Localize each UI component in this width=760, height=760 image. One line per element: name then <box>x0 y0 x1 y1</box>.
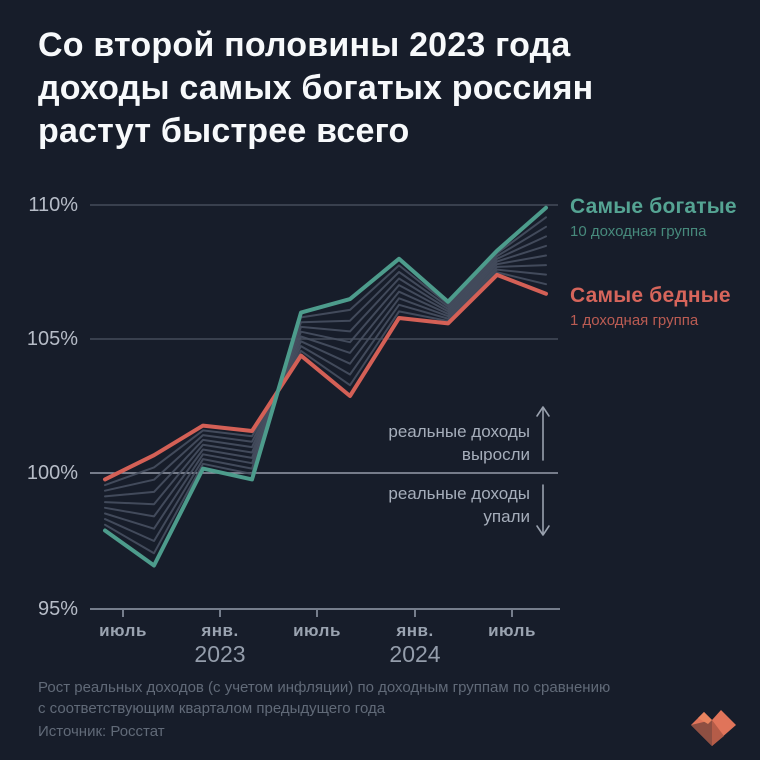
x-year-2023: 2023 <box>194 641 246 667</box>
x-tick-jul22: июль <box>99 621 147 640</box>
footnote-line2: с соответствующим кварталом предыдущего года <box>38 700 386 717</box>
x-year-2024: 2024 <box>389 641 441 667</box>
chart-footnote <box>38 677 658 719</box>
legend-richest-sublabel: 10 доходная группа <box>570 223 707 240</box>
annotation-down-line2: упали <box>483 507 530 526</box>
x-tick-jul23: июль <box>293 621 341 640</box>
footnote-line1: Рост реальных доходов (с учетом инфляции) по доходным группам по сравнению <box>38 679 611 696</box>
title-line-1: Со второй половины 2023 года <box>38 26 571 64</box>
y-tick-95: 95% <box>37 598 78 620</box>
publisher-heart-logo-icon <box>688 706 738 748</box>
arrow-up-icon <box>537 407 549 460</box>
title-line-3: растут быстрее всего <box>38 112 410 150</box>
x-tick-jan24: янв. <box>396 621 434 640</box>
legend-richest-label: Самые богатые <box>570 195 737 218</box>
y-tick-105: 105% <box>26 328 78 350</box>
annotation-incomes-fell <box>280 482 530 528</box>
legend-poorest <box>570 284 731 329</box>
legend-poorest-label: Самые бедные <box>570 284 731 307</box>
arrow-down-icon <box>537 485 549 535</box>
x-axis-ticks <box>123 609 512 617</box>
title-line-2: доходы самых богатых россиян <box>38 69 594 107</box>
y-tick-100: 100% <box>26 462 78 484</box>
x-tick-jan23: янв. <box>201 621 239 640</box>
x-tick-jul24: июль <box>488 621 536 640</box>
y-tick-110: 110% <box>28 194 78 216</box>
annotation-up-line2: выросли <box>461 445 530 464</box>
annotation-up-line1: реальные доходы <box>388 422 530 441</box>
legend-richest <box>570 195 737 240</box>
legend-poorest-sublabel: 1 доходная группа <box>570 312 699 329</box>
annotation-down-line1: реальные доходы <box>388 484 530 503</box>
source-note: Источник: Росстат <box>38 723 165 740</box>
annotation-incomes-grew <box>280 420 530 466</box>
